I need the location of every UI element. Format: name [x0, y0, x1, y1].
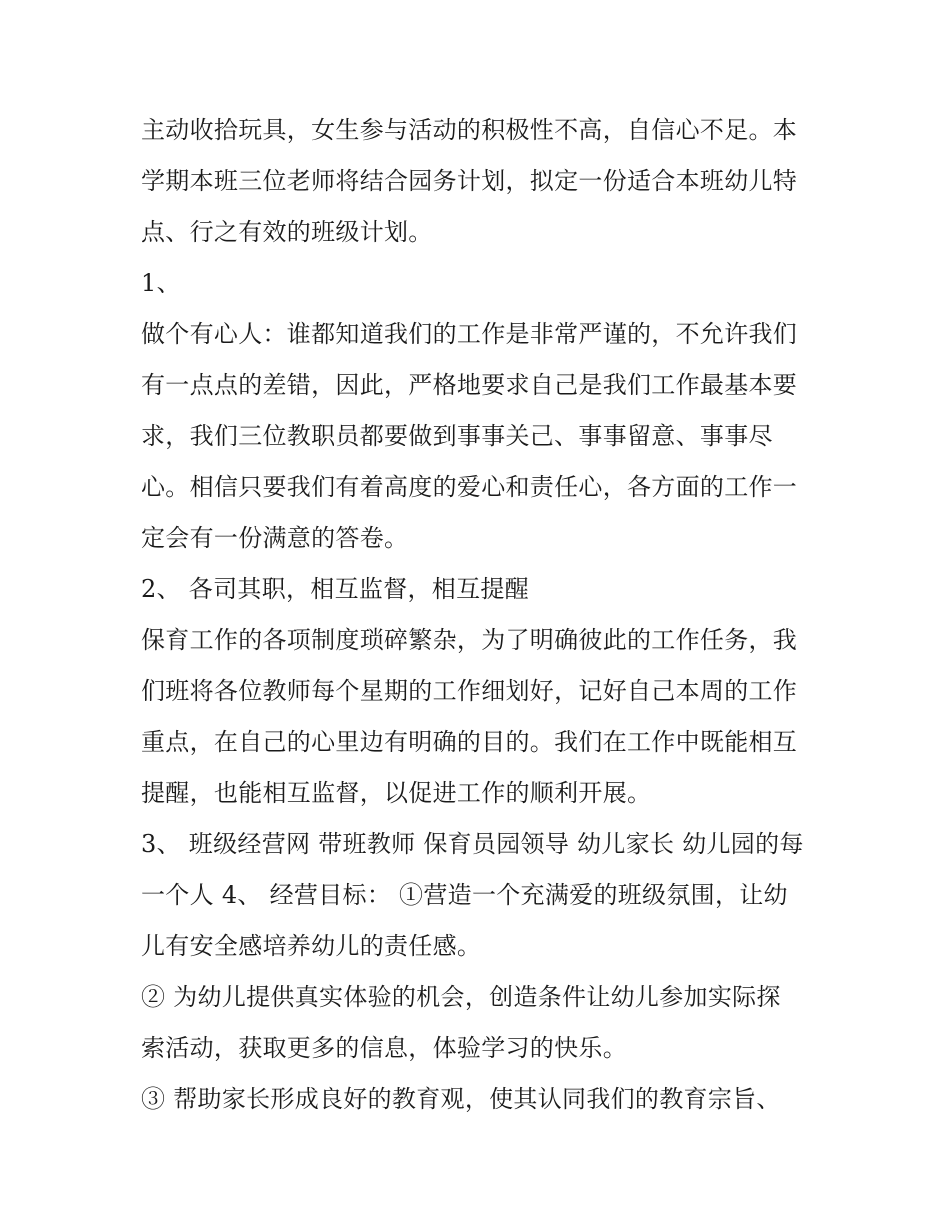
text-line: ③ 帮助家长形成良好的教育观，使其认同我们的教育宗旨、 [141, 1085, 781, 1113]
text-line: 学期本班三位老师将结合园务计划，拟定一份适合本班幼儿特 [141, 167, 798, 195]
text-line: 有一点点的差错，因此，严格地要求自己是我们工作最基本要 [141, 371, 798, 399]
text-line: 一个人 4、 经营目标： ①营造一个充满爱的班级氛围，让幼 [141, 881, 788, 909]
text-line: 2、 各司其职，相互监督，相互提醒 [141, 575, 529, 603]
text-line: 儿有安全感培养幼儿的责任感。 [141, 932, 482, 960]
text-line: 保育工作的各项制度琐碎繁杂，为了明确彼此的工作任务，我 [141, 626, 798, 654]
text-line: 定会有一份满意的答卷。 [141, 524, 409, 552]
text-line: 重点，在自己的心里边有明确的目的。我们在工作中既能相互 [141, 728, 798, 756]
text-line: 主动收拾玩具，女生参与活动的积极性不高，自信心不足。本 [141, 116, 798, 144]
text-line: 心。相信只要我们有着高度的爱心和责任心，各方面的工作一 [141, 473, 798, 501]
text-line: 3、 班级经营网 带班教师 保育员园领导 幼儿家长 幼儿园的每 [141, 830, 804, 858]
text-line: 索活动，获取更多的信息，体验学习的快乐。 [141, 1034, 627, 1062]
text-line: 提醒，也能相互监督，以促进工作的顺利开展。 [141, 779, 652, 807]
text-line: 们班将各位教师每个星期的工作细划好，记好自己本周的工作 [141, 677, 798, 705]
text-line: 求，我们三位教职员都要做到事事关己、事事留意、事事尽 [141, 422, 773, 450]
text-line: 做个有心人：谁都知道我们的工作是非常严谨的，不允许我们 [141, 320, 798, 348]
text-line: 点、行之有效的班级计划。 [141, 218, 433, 246]
text-line: ② 为幼儿提供真实体验的机会，创造条件让幼儿参加实际探 [141, 983, 781, 1011]
text-line: 1、 [141, 269, 181, 297]
